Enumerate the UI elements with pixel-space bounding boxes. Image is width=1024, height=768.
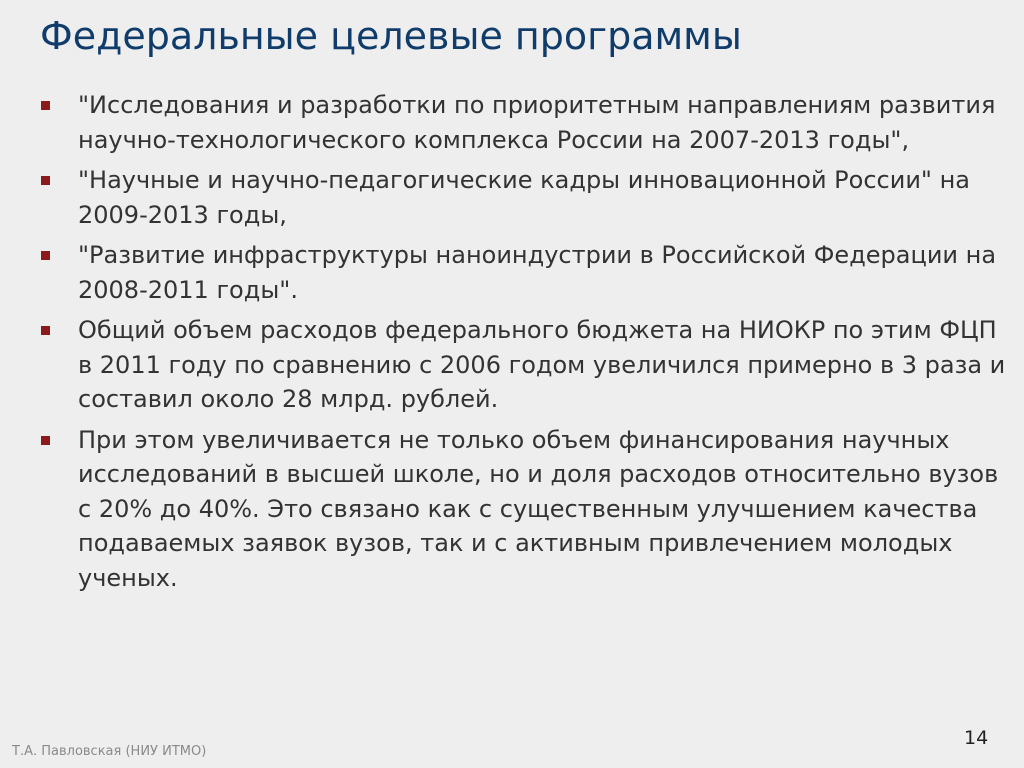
- bullet-item: [38, 88, 1008, 157]
- bullet-item: [38, 423, 1008, 596]
- square-bullet-icon: [41, 101, 50, 110]
- square-bullet-icon: [41, 326, 50, 335]
- bullet-item: [38, 163, 1008, 232]
- page-number: 14: [964, 727, 989, 749]
- bullet-text: При этом увеличивается не только объем финансирования научных исследований в высшей школе, но и доля расходов относительно вузов с 20% до 40%. Это связано как с существенным улучшением качества подаваемых заявок вузов, так и с активным привлечением молодых ученых.: [78, 425, 999, 592]
- bullet-text: "Исследования и разработки по приоритетным направлениям развития научно-технологического комплекса России на 2007-2013 годы",: [78, 91, 996, 154]
- bullet-text: "Научные и научно-педагогические кадры инновационной России" на 2009-2013 годы,: [78, 166, 970, 229]
- slide-title: Федеральные целевые программы: [40, 14, 742, 58]
- square-bullet-icon: [41, 176, 50, 185]
- bullet-list: [38, 88, 1008, 601]
- square-bullet-icon: [41, 251, 50, 260]
- square-bullet-icon: [41, 436, 50, 445]
- bullet-item: [38, 313, 1008, 417]
- bullet-text: Общий объем расходов федерального бюджета на НИОКР по этим ФЦП в 2011 году по сравнению с 2006 годом увеличился примерно в 3 раза и составил около 28 млрд. рублей.: [78, 316, 1006, 413]
- bullet-item: [38, 238, 1008, 307]
- bullet-text: "Развитие инфраструктуры наноиндустрии в Российской Федерации на 2008-2011 годы".: [78, 241, 997, 304]
- footer-author: Т.А. Павловская (НИУ ИТМО): [12, 744, 207, 759]
